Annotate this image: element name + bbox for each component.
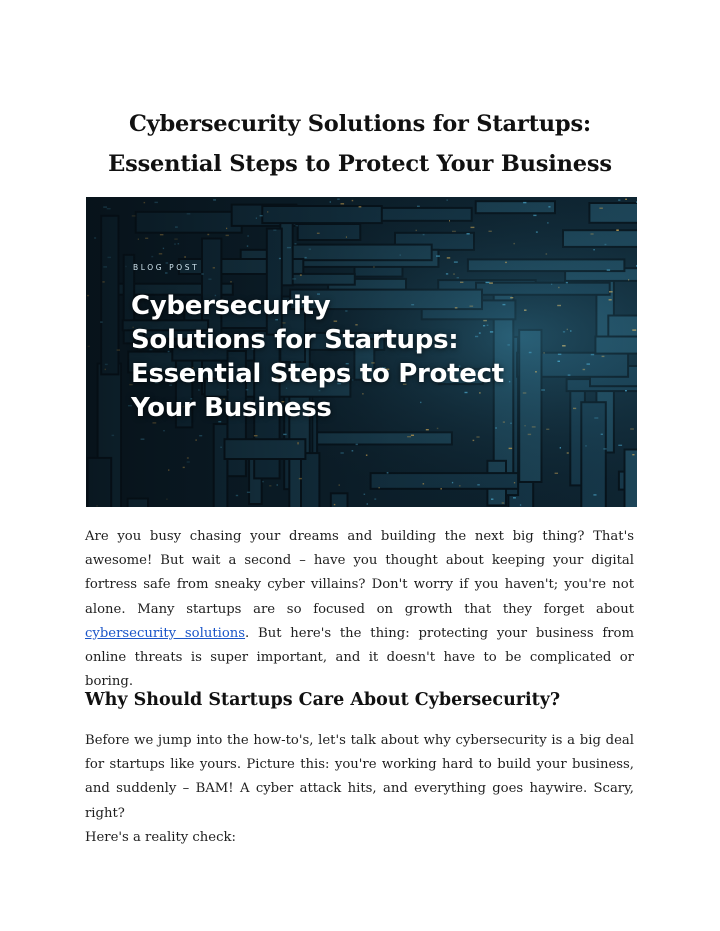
- section-heading: Why Should Startups Care About Cybersecurity?: [85, 690, 561, 710]
- intro-paragraph: [85, 525, 634, 694]
- document-title-line-2: Essential Steps to Protect Your Business: [108, 151, 612, 177]
- document-title-line-1: Cybersecurity Solutions for Startups:: [128, 111, 592, 137]
- intro-text-before-link: Are you busy chasing your dreams and building the next big thing? That's awesome! But wait a second – have you thought about keeping your digital fortress safe from sneaky cyber villains? Don't worry if you haven't; you're not alone. Many startups are so focused on growth that they forget about: [85, 529, 634, 617]
- hero-title-line-4: Your Business: [131, 393, 332, 423]
- hero-title: [131, 289, 611, 425]
- intro-text-after-link: . But here's the thing: protecting your business from online threats is super important, and it doesn't have to be complicated or boring.: [85, 625, 635, 690]
- section-paragraph: [85, 729, 634, 850]
- hero-title-line-2: Solutions for Startups:: [131, 325, 459, 355]
- hero-image: [86, 197, 637, 507]
- cybersecurity-solutions-link[interactable]: cybersecurity solutions: [85, 625, 246, 641]
- document-title: [60, 104, 660, 184]
- reality-check-text: Here's a reality check:: [85, 829, 236, 845]
- hero-title-line-1: Cybersecurity: [131, 291, 331, 321]
- section-text: Before we jump into the how-to's, let's talk about why cybersecurity is a big deal for startups like yours. Picture this: you're working hard to build your business, and suddenly – BAM! A cyber attack hits, and everything goes haywire. Scary, right?: [85, 733, 634, 821]
- hero-title-line-3: Essential Steps to Protect: [131, 359, 504, 389]
- hero-tag: BLOG POST: [133, 263, 200, 272]
